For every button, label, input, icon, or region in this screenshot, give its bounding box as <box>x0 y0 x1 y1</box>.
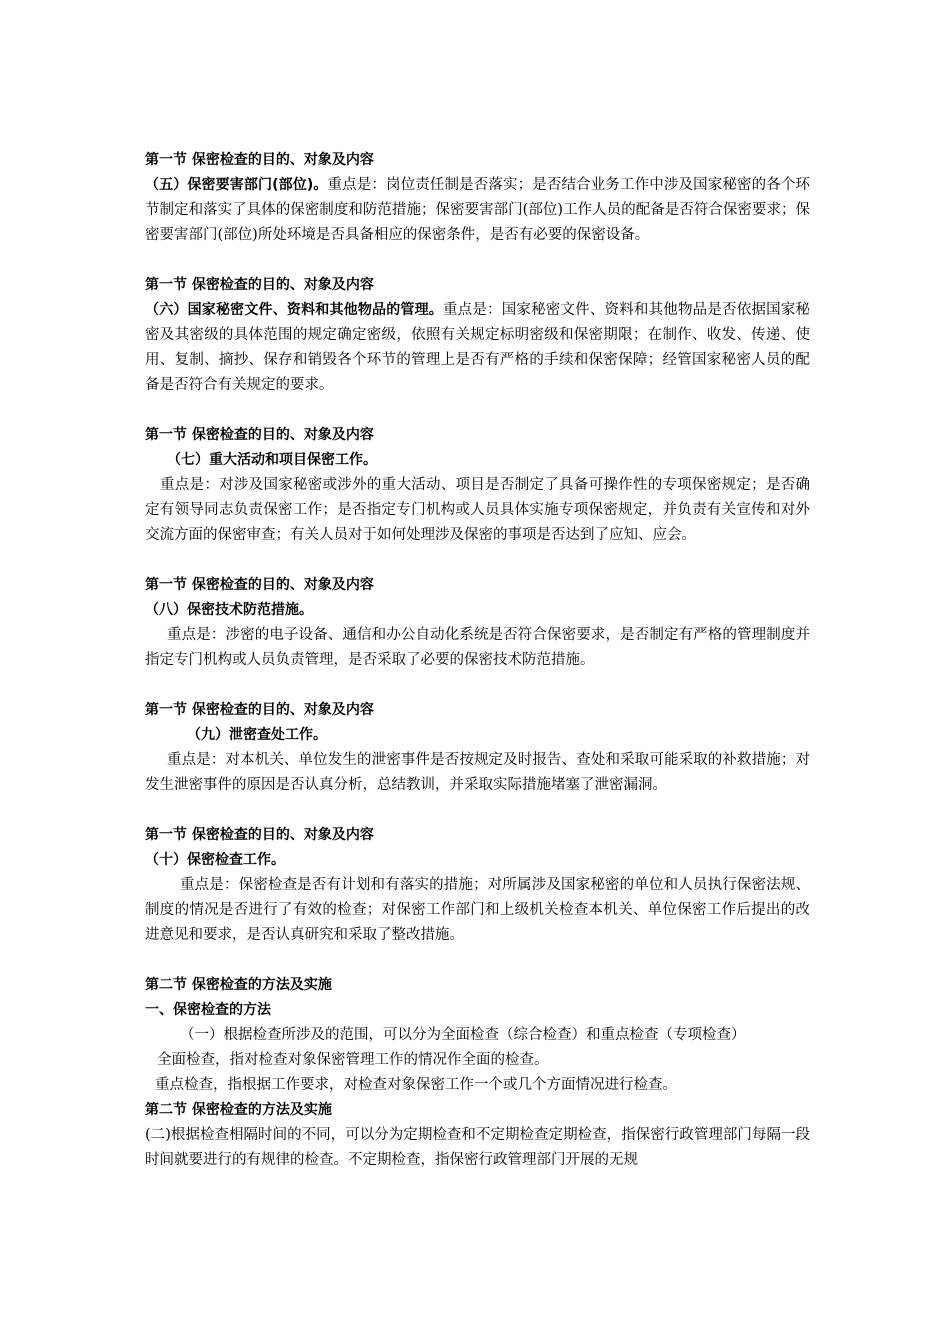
section-methods <box>145 973 810 1173</box>
section-7 <box>145 423 810 548</box>
section-paragraph: 重点是：保密检查是否有计划和有落实的措施；对所属涉及国家秘密的单位和人员执行保密法规、制度的情况是否进行了有效的检查；对保密工作部门和上级机关检查本机关、单位保密工作后提出的改进意见和要求，是否认真研究和采取了整改措施。 <box>145 877 810 943</box>
section-subheading: （七）重大活动和项目保密工作。 <box>167 452 377 468</box>
document-page <box>145 148 810 1173</box>
section-heading: 第二节 保密检查的方法及实施 <box>145 977 332 993</box>
section-5 <box>145 148 810 248</box>
section-9 <box>145 698 810 798</box>
section-heading: 第一节 保密检查的目的、对象及内容 <box>145 152 374 168</box>
section-paragraph: 重点是：对本机关、单位发生的泄密事件是否按规定及时报告、查处和采取可能采取的补救措施；对发生泄密事件的原因是否认真分析，总结教训，并采取实际措施堵塞了泄密漏洞。 <box>145 752 810 793</box>
section-heading: 第一节 保密检查的目的、对象及内容 <box>145 702 374 718</box>
section-heading: 第一节 保密检查的目的、对象及内容 <box>145 577 374 593</box>
paragraph-lead: （五）保密要害部门(部位)。 <box>145 177 328 193</box>
section-paragraph <box>145 298 810 398</box>
section-subheading: （八）保密技术防范措施。 <box>145 602 313 618</box>
method-line: 重点检查，指根据工作要求，对检查对象保密工作一个或几个方面情况进行检查。 <box>155 1077 677 1093</box>
paragraph-body: 重点是：国家秘密文件、资料和其他物品是否依据国家秘密及其密级的具体范围的规定确定密级，依照有关规定标明密级和保密期限；在制作、收发、传递、使用、复制、摘抄、保存和销毁各个环节的管理上是否有严格的手续和保密保障；经管国家秘密人员的配备是否符合有关规定的要求。 <box>145 302 810 393</box>
section-heading: 第一节 保密检查的目的、对象及内容 <box>145 827 374 843</box>
section-paragraph: 重点是：涉密的电子设备、通信和办公自动化系统是否符合保密要求，是否制定有严格的管理制度并指定专门机构或人员负责管理，是否采取了必要的保密技术防范措施。 <box>145 627 810 668</box>
section-heading: 第二节 保密检查的方法及实施 <box>145 1102 332 1118</box>
section-10 <box>145 823 810 948</box>
method-line: 全面检查，指对检查对象保密管理工作的情况作全面的检查。 <box>157 1052 549 1068</box>
section-paragraph: 重点是：对涉及国家秘密或涉外的重大活动、项目是否制定了具备可操作性的专项保密规定；是否确定有领导同志负责保密工作；是否指定专门机构或人员具体实施专项保密规定，并负责有关宣传和对外交流方面的保密审查；有关人员对于如何处理涉及保密的事项是否达到了应知、应会。 <box>145 477 810 543</box>
section-paragraph <box>145 173 810 248</box>
paragraph-body: 重点是：岗位责任制是否落实；是否结合业务工作中涉及国家秘密的各个环节制定和落实了具体的保密制度和防范措施；保密要害部门(部位)工作人员的配备是否符合保密要求；保密要害部门(部位)所处环境是否具备相应的保密条件，是否有必要的保密设备。 <box>145 177 811 243</box>
section-subheading: （九）泄密查处工作。 <box>187 727 327 743</box>
section-subheading: （十）保密检查工作。 <box>145 852 285 868</box>
section-heading: 第一节 保密检查的目的、对象及内容 <box>145 427 374 443</box>
method-line: （一）根据检查所涉及的范围，可以分为全面检查（综合检查）和重点检查（专项检查） <box>180 1027 746 1043</box>
paragraph-lead: （六）国家秘密文件、资料和其他物品的管理。 <box>145 302 443 318</box>
section-paragraph: (二)根据检查相隔时间的不同，可以分为定期检查和不定期检查定期检查，指保密行政管理部门每隔一段时间就要进行的有规律的检查。不定期检查，指保密行政管理部门开展的无规 <box>145 1127 810 1168</box>
section-8 <box>145 573 810 673</box>
section-subheading: 一、保密检查的方法 <box>145 1002 271 1018</box>
section-6 <box>145 273 810 398</box>
section-heading: 第一节 保密检查的目的、对象及内容 <box>145 277 374 293</box>
